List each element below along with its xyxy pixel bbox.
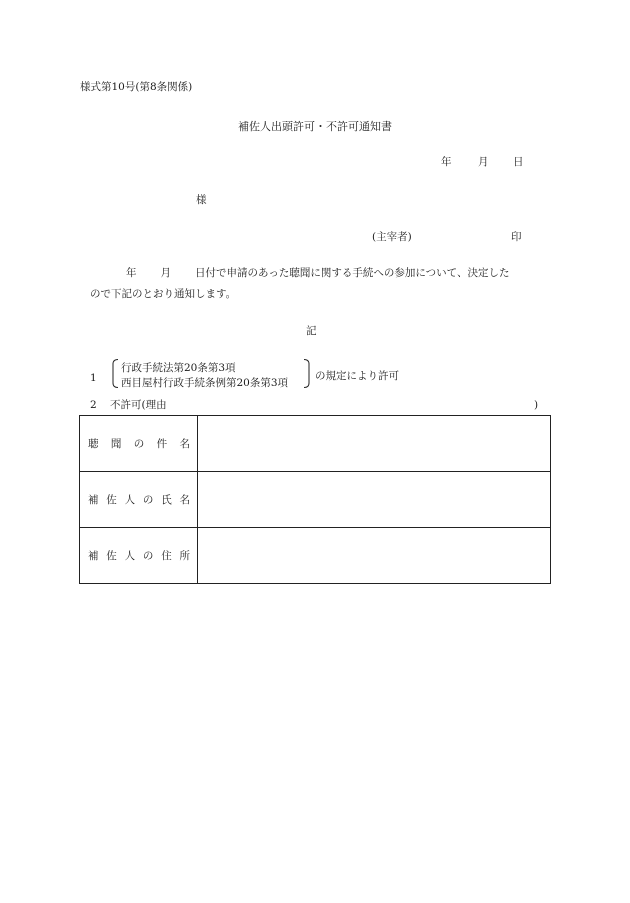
- left-bracket-icon: [112, 359, 118, 388]
- item2-number: 2: [90, 399, 97, 411]
- label-char: 人: [124, 494, 136, 506]
- right-bracket-icon: [304, 359, 310, 388]
- body-paragraph-line2: ので下記のとおり通知します。: [90, 288, 237, 300]
- seal-mark: 印: [511, 231, 522, 243]
- ki-heading: 記: [306, 325, 317, 337]
- item2-close-paren: ): [534, 399, 539, 411]
- assistant-address-value[interactable]: [198, 528, 551, 584]
- body-year: 年: [126, 267, 137, 279]
- label-char: 補: [88, 494, 99, 506]
- date-year-label: 年: [441, 156, 452, 168]
- label-char: 名: [179, 438, 190, 450]
- label-char: 補: [88, 550, 99, 562]
- label-char: 名: [179, 494, 190, 506]
- item1-law-village: 西目屋村行政手続条例第20条第3項: [121, 377, 289, 389]
- table-row-assistant-name: [80, 472, 551, 528]
- hearing-case-value[interactable]: [198, 416, 551, 472]
- assistant-name-label: [80, 472, 198, 528]
- label-char: 聴: [88, 438, 99, 450]
- date-day-label: 日: [513, 156, 524, 168]
- label-char: 佐: [106, 494, 117, 506]
- label-char: 所: [179, 550, 190, 562]
- body-month: 月: [160, 267, 171, 279]
- label-char: 聞: [110, 438, 122, 450]
- item1-number: 1: [90, 372, 97, 384]
- table-row-assistant-address: [80, 528, 551, 584]
- item1-suffix: の規定により許可: [315, 370, 399, 382]
- body-text: 日付で申請のあった聴聞に関する手続への参加について、決定した: [195, 267, 510, 279]
- label-char: 氏: [161, 494, 172, 506]
- label-char: の: [142, 494, 154, 506]
- details-table: [79, 415, 551, 584]
- issuer-label: (主宰者): [372, 231, 412, 243]
- page-title: 補佐人出頭許可・不許可通知書: [238, 120, 392, 133]
- assistant-address-label: [80, 528, 198, 584]
- assistant-name-value[interactable]: [198, 472, 551, 528]
- recipient-honorific: 様: [196, 194, 207, 206]
- form-number: 様式第10号(第8条関係): [80, 81, 193, 93]
- item2-label: 不許可(理由: [110, 399, 167, 411]
- item1-law-national: 行政手続法第20条第3項: [121, 362, 236, 374]
- label-char: の: [142, 550, 154, 562]
- label-char: 人: [124, 550, 136, 562]
- hearing-case-label: [80, 416, 198, 472]
- body-paragraph-line1: [126, 268, 509, 279]
- label-char: の: [133, 438, 145, 450]
- date-month-label: 月: [478, 156, 489, 168]
- label-char: 件: [156, 438, 168, 450]
- label-char: 住: [161, 550, 172, 562]
- label-char: 佐: [106, 550, 117, 562]
- table-row-hearing: [80, 416, 551, 472]
